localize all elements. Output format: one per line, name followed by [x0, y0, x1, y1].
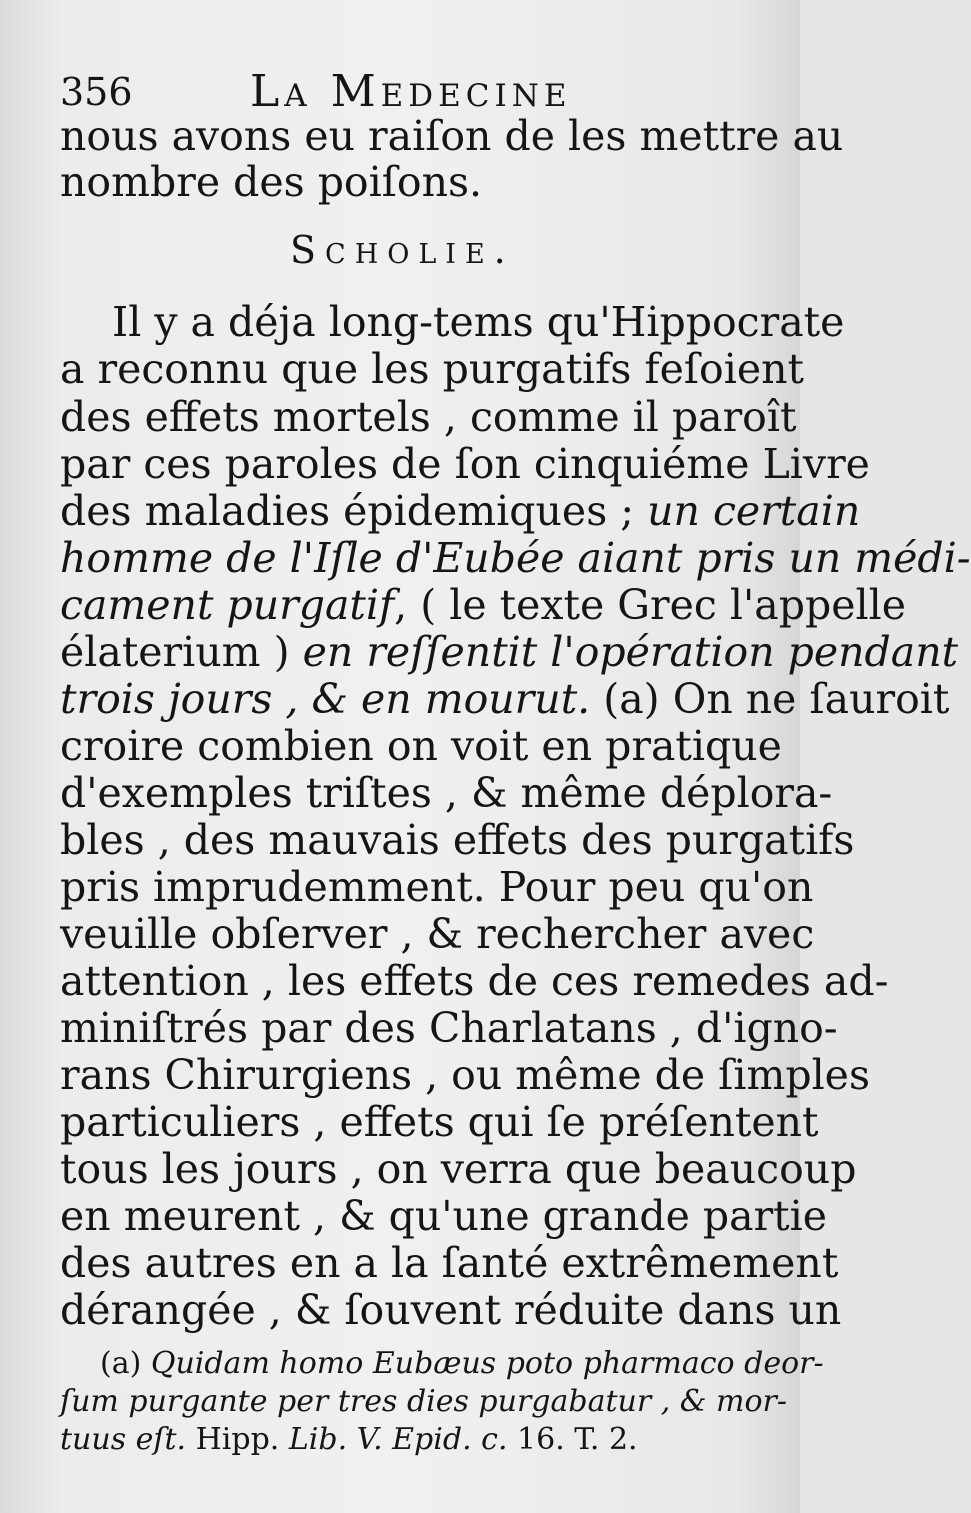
text-line: dérangée , & ſouvent réduite dans un — [60, 1286, 842, 1334]
text-line: nombre des poiſons. — [60, 158, 483, 206]
text-line: des effets mortels , comme il paroît — [60, 393, 797, 441]
footnote-line: ſum purgante per tres dies purgabatur , & mor- — [60, 1384, 788, 1419]
text-line: miniſtrés par des Charlatans , d'igno- — [60, 1004, 838, 1052]
footnote-citation: Lib. V. Epid. c. — [288, 1422, 508, 1457]
text-line: Il y a déja long-tems qu'Hippocrate — [112, 298, 845, 346]
footnote-line — [60, 1420, 740, 1460]
text-line: d'exemples triſtes , & même déplora- — [60, 769, 833, 817]
text-line: attention , les effets de ces remedes ad- — [60, 957, 889, 1005]
text-line — [60, 626, 959, 678]
text-line: nous avons eu raiſon de les mettre au — [60, 112, 844, 160]
running-title: La Medecine — [250, 66, 572, 117]
text-span: (a) On ne ſauroit — [590, 675, 950, 723]
italic-quote: cament purgatif — [60, 581, 395, 629]
text-line: rans Chirurgiens , ou même de ſimples — [60, 1051, 870, 1099]
text-line: en meurent , & qu'une grande partie — [60, 1192, 828, 1240]
text-line: des autres en a la ſanté extrêmement — [60, 1239, 839, 1287]
text-span: des maladies épidemiques ; — [60, 487, 648, 535]
footnote-marker: (a) — [100, 1346, 151, 1381]
text-line: particuliers , effets qui ſe préſentent — [60, 1098, 819, 1146]
text-span: , ( le texte Grec l'appelle — [394, 581, 906, 629]
text-line: pris imprudemment. Pour peu qu'on — [60, 863, 814, 911]
text-line: a reconnu que les purgatifs feſoient — [60, 345, 804, 393]
footnote-latin: Quidam homo Eubæus poto pharmaco deor- — [150, 1346, 824, 1381]
text-line: croire combien on voit en pratique — [60, 722, 782, 770]
footnote-text: 16. T. 2. — [507, 1422, 638, 1457]
text-line — [60, 673, 950, 725]
footnote-latin: tuus eſt. — [60, 1422, 187, 1457]
text-line: tous les jours , on verra que beaucoup — [60, 1145, 857, 1193]
text-line: veuille obſerver , & rechercher avec — [60, 910, 815, 958]
text-line — [60, 485, 861, 537]
italic-quote: un certain — [647, 487, 861, 535]
footnote-line — [60, 1344, 824, 1384]
page-number: 356 — [60, 70, 133, 114]
section-heading: Scholie. — [290, 228, 515, 272]
text-span: élaterium ) — [60, 628, 303, 676]
footnote-text: Hipp. — [186, 1422, 289, 1457]
italic-quote: en reſſentit l'opération pendant — [302, 628, 959, 676]
italic-quote: trois jours , & en mourut. — [60, 675, 591, 723]
text-line: par ces paroles de ſon cinquiéme Livre — [60, 440, 870, 488]
text-line: bles , des mauvais effets des purgatifs — [60, 816, 855, 864]
italic-quote-line: homme de l'Iſle d'Eubée aiant pris un médi- — [60, 534, 971, 582]
text-line — [60, 579, 906, 631]
